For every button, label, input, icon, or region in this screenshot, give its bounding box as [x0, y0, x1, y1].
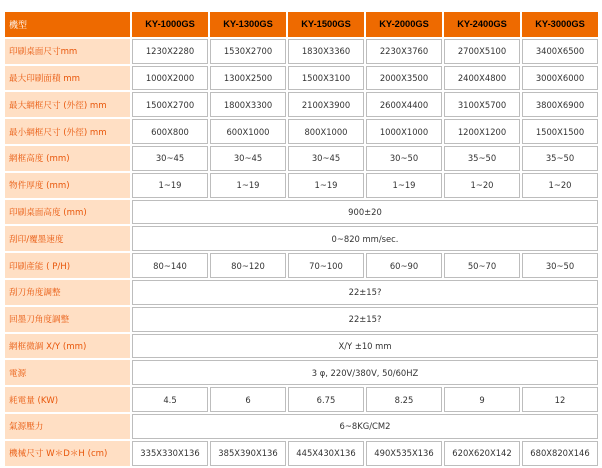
table-row [5, 119, 598, 144]
value-cell: 1~19 [210, 173, 286, 198]
table-row [5, 280, 598, 305]
value-cell: 1000X2000 [132, 66, 208, 91]
table-row [5, 200, 598, 225]
merged-value-cell: 900±20 [132, 200, 598, 225]
table-row [5, 146, 598, 171]
table-row [5, 253, 598, 278]
value-cell: 30~45 [288, 146, 364, 171]
value-cell: 35~50 [444, 146, 520, 171]
model-header: KY-1500GS [288, 12, 364, 37]
value-cell: 1530X2700 [210, 39, 286, 64]
row-label: 印刷桌面尺寸mm [5, 39, 130, 64]
value-cell: 1~19 [132, 173, 208, 198]
spec-table-container [3, 10, 598, 468]
value-cell: 30~45 [132, 146, 208, 171]
header-row [5, 12, 598, 37]
value-cell: 60~90 [366, 253, 442, 278]
table-row [5, 226, 598, 251]
value-cell: 30~50 [522, 253, 598, 278]
table-row [5, 307, 598, 332]
row-label: 回墨刀角度調整 [5, 307, 130, 332]
value-cell: 3800X6900 [522, 92, 598, 117]
value-cell: 80~120 [210, 253, 286, 278]
value-cell: 80~140 [132, 253, 208, 278]
value-cell: 2230X3760 [366, 39, 442, 64]
value-cell: 800X1000 [288, 119, 364, 144]
table-row [5, 334, 598, 359]
value-cell: 9 [444, 387, 520, 412]
value-cell: 1500X1500 [522, 119, 598, 144]
value-cell: 2000X3500 [366, 66, 442, 91]
model-header: KY-1300GS [210, 12, 286, 37]
value-cell: 490X535X136 [366, 441, 442, 466]
value-cell: 620X620X142 [444, 441, 520, 466]
value-cell: 1~20 [444, 173, 520, 198]
value-cell: 30~45 [210, 146, 286, 171]
row-label: 網框高度 (mm) [5, 146, 130, 171]
value-cell: 3000X6000 [522, 66, 598, 91]
table-row [5, 92, 598, 117]
row-label: 最大印刷面積 mm [5, 66, 130, 91]
value-cell: 1500X2700 [132, 92, 208, 117]
row-label: 物件厚度 (mm) [5, 173, 130, 198]
row-label: 刮刀角度調整 [5, 280, 130, 305]
value-cell: 1830X3360 [288, 39, 364, 64]
value-cell: 2600X4400 [366, 92, 442, 117]
value-cell: 1~19 [288, 173, 364, 198]
merged-value-cell: 22±15? [132, 280, 598, 305]
model-header: KY-3000GS [522, 12, 598, 37]
merged-value-cell: X/Y ±10 mm [132, 334, 598, 359]
value-cell: 445X430X136 [288, 441, 364, 466]
row-label: 電源 [5, 360, 130, 385]
row-label: 刮印/覆墨速度 [5, 226, 130, 251]
row-label: 耗電量 (KW) [5, 387, 130, 412]
merged-value-cell: 22±15? [132, 307, 598, 332]
value-cell: 30~50 [366, 146, 442, 171]
value-cell: 6 [210, 387, 286, 412]
value-cell: 2100X3900 [288, 92, 364, 117]
table-row [5, 414, 598, 439]
value-cell: 1000X1000 [366, 119, 442, 144]
row-label: 氣源壓力 [5, 414, 130, 439]
value-cell: 12 [522, 387, 598, 412]
table-row [5, 173, 598, 198]
value-cell: 1200X1200 [444, 119, 520, 144]
row-label: 最小網框尺寸 (外徑) mm [5, 119, 130, 144]
value-cell: 600X800 [132, 119, 208, 144]
value-cell: 1~20 [522, 173, 598, 198]
row-label: 最大網框尺寸 (外徑) mm [5, 92, 130, 117]
table-row [5, 387, 598, 412]
value-cell: 2400X4800 [444, 66, 520, 91]
spec-table [3, 10, 600, 468]
value-cell: 1300X2500 [210, 66, 286, 91]
value-cell: 385X390X136 [210, 441, 286, 466]
value-cell: 8.25 [366, 387, 442, 412]
value-cell: 2700X5100 [444, 39, 520, 64]
row-label: 機械尺寸 W＊D＊H (cm) [5, 441, 130, 466]
corner-header: 機型 [5, 12, 130, 37]
model-header: KY-1000GS [132, 12, 208, 37]
value-cell: 70~100 [288, 253, 364, 278]
table-row [5, 66, 598, 91]
value-cell: 3100X5700 [444, 92, 520, 117]
value-cell: 1500X3100 [288, 66, 364, 91]
value-cell: 35~50 [522, 146, 598, 171]
value-cell: 3400X6500 [522, 39, 598, 64]
merged-value-cell: 6~8KG/CM2 [132, 414, 598, 439]
value-cell: 6.75 [288, 387, 364, 412]
spec-table-body [5, 39, 598, 466]
model-header: KY-2000GS [366, 12, 442, 37]
row-label: 印刷產能 ( P/H) [5, 253, 130, 278]
merged-value-cell: 3 φ, 220V/380V, 50/60HZ [132, 360, 598, 385]
model-header: KY-2400GS [444, 12, 520, 37]
value-cell: 1800X3300 [210, 92, 286, 117]
value-cell: 4.5 [132, 387, 208, 412]
value-cell: 680X820X146 [522, 441, 598, 466]
value-cell: 50~70 [444, 253, 520, 278]
value-cell: 600X1000 [210, 119, 286, 144]
value-cell: 335X330X136 [132, 441, 208, 466]
table-row [5, 39, 598, 64]
value-cell: 1230X2280 [132, 39, 208, 64]
row-label: 印刷桌面高度 (mm) [5, 200, 130, 225]
table-row [5, 441, 598, 466]
table-row [5, 360, 598, 385]
value-cell: 1~19 [366, 173, 442, 198]
merged-value-cell: 0~820 mm/sec. [132, 226, 598, 251]
row-label: 網框微調 X/Y (mm) [5, 334, 130, 359]
